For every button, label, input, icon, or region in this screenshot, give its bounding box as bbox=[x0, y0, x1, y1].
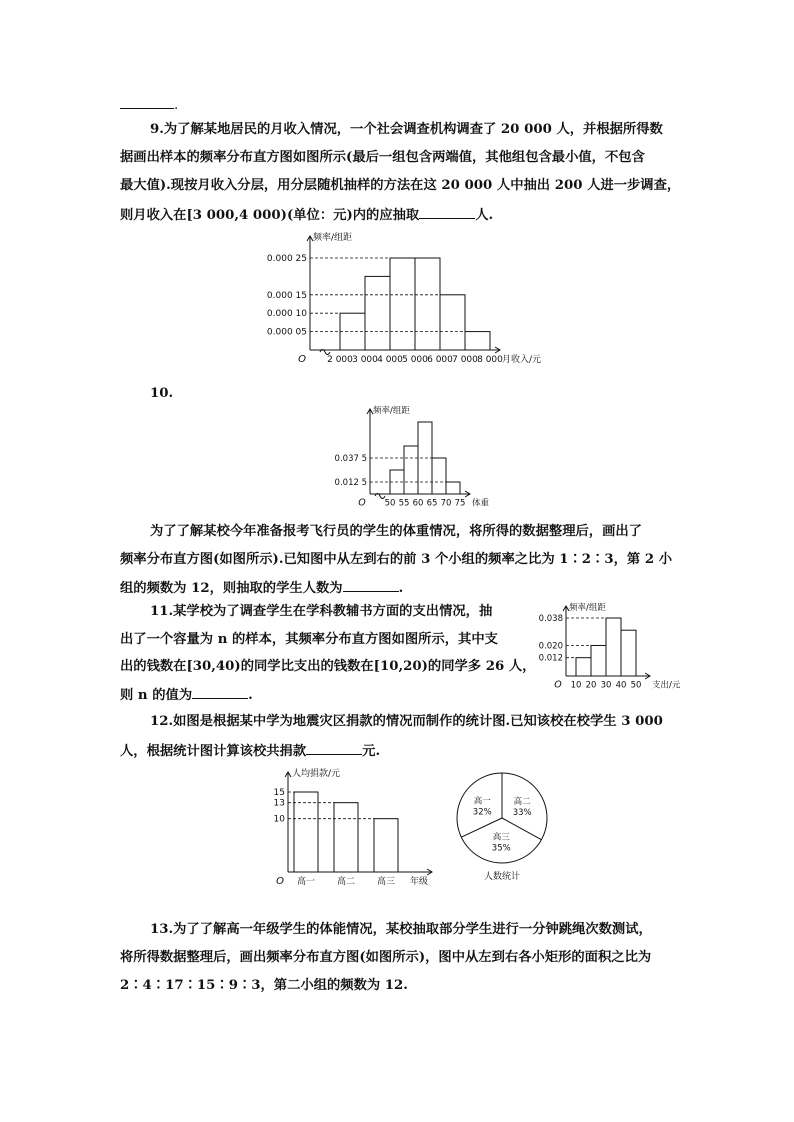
y-tick-label: 0.000 05 bbox=[266, 327, 307, 338]
x-tick-label: 3 000 bbox=[352, 355, 378, 365]
x-axis-title: 支出/元 bbox=[652, 680, 681, 691]
histogram-bar bbox=[390, 258, 415, 350]
histogram-bar bbox=[606, 618, 621, 676]
y-tick-label: 0.012 5 bbox=[334, 478, 367, 488]
q12-line-2-post: 元. bbox=[362, 744, 381, 759]
x-tick-label: 65 bbox=[426, 498, 438, 509]
q11-line-4-pre: 则 n 的值为 bbox=[120, 688, 193, 703]
q12-student-pie-chart bbox=[450, 764, 560, 889]
q13-line-2: 将所得数据整理后，画出频率分布直方图(如图所示)，图中从左到右各小矩形的面积之比为 bbox=[120, 950, 652, 965]
histogram-bar bbox=[465, 332, 490, 350]
y-axis-title: 人均捐款/元 bbox=[292, 769, 341, 779]
histogram-bar bbox=[621, 630, 636, 676]
prev-answer-blank bbox=[120, 94, 178, 116]
q11-line-3: 出的钱数在[30,40)的同学比支出的钱数在[10,20)的同学多 26 人， bbox=[120, 659, 536, 674]
pie-slice-label: 高二 bbox=[513, 797, 531, 808]
x-tick-label: 75 bbox=[454, 498, 466, 509]
y-tick-label: 13 bbox=[273, 798, 285, 809]
x-tick-label: 70 bbox=[440, 498, 452, 509]
donation-bar bbox=[374, 819, 398, 872]
category-label: 高一 bbox=[296, 877, 316, 887]
y-axis-title: 频率/组距 bbox=[313, 233, 353, 243]
histogram-bar bbox=[440, 295, 465, 350]
q13-line-3: 2∶4∶17∶15∶9∶3，第二小组的频数为 12. bbox=[120, 978, 408, 993]
q9-line-2: 据画出样本的频率分布直方图如图所示(最后一组包含两端值，其他组包含最小值，不包含 bbox=[120, 150, 645, 165]
x-tick-label: 7 000 bbox=[452, 355, 478, 365]
origin-label: O bbox=[554, 679, 562, 691]
q11-line-4-post: . bbox=[248, 688, 253, 703]
x-tick-label: 10 bbox=[570, 680, 582, 691]
x-tick-label: 2 000 bbox=[327, 355, 353, 365]
pie-slice-label: 高三 bbox=[492, 832, 510, 843]
y-tick-label: 0.000 25 bbox=[266, 254, 307, 264]
y-tick-label: 10 bbox=[273, 814, 285, 825]
y-tick-label: 0.037 5 bbox=[334, 454, 367, 464]
q9-answer-blank[interactable] bbox=[419, 204, 475, 219]
q10-line-3-pre: 组的频数为 12，则抽取的学生人数为 bbox=[120, 581, 343, 596]
y-tick-label: 0.020 bbox=[538, 641, 563, 652]
y-tick-label: 0.000 15 bbox=[266, 290, 307, 301]
histogram-bar bbox=[365, 276, 390, 350]
x-axis-title: 月收入/元 bbox=[502, 355, 542, 365]
histogram-bar bbox=[415, 258, 440, 350]
x-tick-label: 55 bbox=[398, 498, 410, 509]
x-tick-label: 6 000 bbox=[427, 355, 453, 365]
histogram-bar bbox=[591, 645, 606, 676]
q9-income-histogram bbox=[250, 228, 580, 378]
x-tick-label: 50 bbox=[384, 498, 396, 509]
y-tick-label: 15 bbox=[273, 788, 285, 798]
q10-line-3 bbox=[120, 577, 403, 599]
x-axis-title: 年级 bbox=[410, 877, 429, 887]
y-tick-label: 0.038 bbox=[538, 614, 563, 624]
pie-slice-value: 32% bbox=[472, 807, 492, 818]
origin-label: O bbox=[298, 354, 306, 365]
pie-title: 人数统计 bbox=[483, 872, 521, 882]
y-tick-label: 0.000 10 bbox=[266, 309, 307, 320]
q12-line-2 bbox=[120, 740, 380, 762]
q12-line-1: 12.如图是根据某中学为地震灾区捐款的情况而制作的统计图.已知该校在校学生 3 000 bbox=[150, 714, 663, 729]
x-tick-label: 8 000 bbox=[477, 355, 503, 365]
x-tick-label: 40 bbox=[615, 680, 627, 691]
histogram-bar bbox=[404, 446, 418, 494]
x-tick-label: 60 bbox=[412, 498, 424, 509]
q9-line-1: 9.为了解某地居民的月收入情况，一个社会调查机构调查了 20 000 人，并根据所得数 bbox=[150, 122, 663, 137]
q10-line-1: 为了了解某校今年准备报考飞行员的学生的体重情况，将所得的数据整理后，画出了 bbox=[150, 524, 642, 539]
q12-line-2-pre: 人，根据统计图计算该校共捐款 bbox=[120, 744, 307, 759]
origin-label: O bbox=[276, 876, 284, 887]
q10-number: 10. bbox=[150, 386, 174, 401]
pie-slice-value: 35% bbox=[491, 843, 511, 854]
origin-label: O bbox=[358, 497, 366, 509]
histogram-bar bbox=[576, 658, 591, 676]
q10-line-3-post: . bbox=[398, 581, 404, 596]
q10-weight-histogram bbox=[318, 404, 508, 509]
y-tick-label: 0.012 bbox=[538, 653, 563, 664]
x-tick-label: 4 000 bbox=[377, 355, 403, 365]
donation-bar bbox=[294, 792, 318, 872]
q12-answer-blank[interactable] bbox=[306, 740, 362, 755]
y-axis-title: 频率/组距 bbox=[569, 603, 606, 613]
q11-line-4 bbox=[120, 684, 253, 706]
q13-line-1: 13.为了了解高一年级学生的体能情况，某校抽取部分学生进行一分钟跳绳次数测试， bbox=[150, 922, 652, 937]
histogram-bar bbox=[446, 482, 460, 494]
x-tick-label: 50 bbox=[630, 680, 642, 691]
q12-donation-bar-chart bbox=[262, 764, 442, 889]
q9-line-3: 最大值).现按月收入分层，用分层随机抽样的方法在这 20 000 人中抽出 200 人进一步调查， bbox=[120, 178, 681, 193]
donation-bar bbox=[334, 803, 358, 872]
x-tick-label: 20 bbox=[585, 680, 597, 691]
x-tick-label: 30 bbox=[600, 680, 612, 691]
histogram-bar bbox=[432, 458, 446, 494]
q9-line-4 bbox=[120, 204, 493, 226]
q10-answer-blank[interactable] bbox=[343, 577, 399, 592]
x-tick-label: 5 000 bbox=[402, 355, 428, 365]
pie-slice-value: 33% bbox=[512, 808, 532, 819]
q9-line-4-pre: 则月收入在[3 000,4 000)(单位：元)内的应抽取 bbox=[120, 208, 420, 223]
q9-line-4-post: 人. bbox=[475, 208, 494, 223]
q11-answer-blank[interactable] bbox=[192, 684, 248, 699]
q10-line-2: 频率分布直方图(如图所示).已知图中从左到右的前 3 个小组的频率之比为 1∶2∶3，第 2 小 bbox=[120, 552, 673, 567]
q11-line-2: 出了一个容量为 n 的样本，其频率分布直方图如图所示，其中支 bbox=[120, 632, 498, 647]
y-axis-title: 频率/组距 bbox=[373, 406, 410, 416]
q11-spending-histogram bbox=[538, 600, 681, 695]
x-axis-title: 体重 bbox=[472, 498, 490, 509]
category-label: 高二 bbox=[336, 877, 356, 887]
prev-answer-suffix: . bbox=[174, 98, 179, 113]
q11-line-1: 11.某学校为了调查学生在学科教辅书方面的支出情况，抽 bbox=[150, 604, 493, 619]
pie-slice-label: 高一 bbox=[473, 796, 491, 807]
category-label: 高三 bbox=[376, 877, 396, 887]
